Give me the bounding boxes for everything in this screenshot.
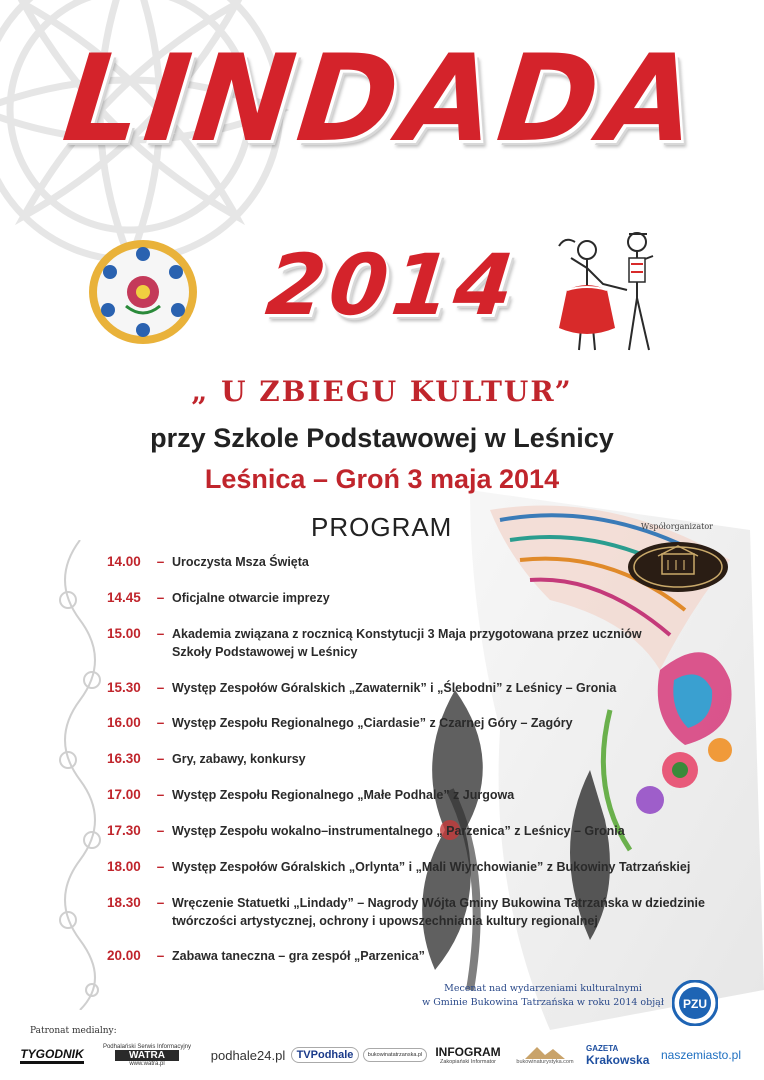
- schedule-dash: –: [156, 859, 165, 874]
- gazeta-logo-bottom: Krakowska: [586, 1052, 650, 1067]
- schedule-time: 14.00: [107, 554, 141, 569]
- schedule-time: 17.30: [107, 823, 141, 838]
- schedule-time: 14.45: [107, 590, 141, 605]
- schedule-time: 17.00: [107, 787, 141, 802]
- program-heading: PROGRAM: [311, 512, 453, 542]
- schedule-row: [107, 553, 727, 571]
- schedule-description-line: twórczości artystycznej, ochrony i upowszechniania kultury regionalnej: [172, 914, 598, 928]
- dancing-couple-illustration: [545, 228, 675, 358]
- media-patronage-label: Patronat medialny:: [30, 1026, 117, 1036]
- schedule-description-line: Wręczenie Statuetki „Lindady” – Nagrody Wójta Gminy Bukowina Tatrzańska w dziedzinie: [172, 896, 705, 910]
- schedule-time: 18.00: [107, 859, 141, 874]
- bukowinaturystyka-logo: [510, 1038, 580, 1072]
- podhale24-logo: [210, 1038, 286, 1072]
- schedule-dash: –: [156, 948, 165, 963]
- painted-plate-image: [86, 236, 200, 348]
- schedule-dash: –: [156, 590, 165, 605]
- bukowina-logo: [364, 1038, 426, 1072]
- schedule-description: [172, 894, 727, 930]
- pzu-logo-text: PZU: [683, 997, 707, 1011]
- schedule-description: Występ Zespołu Regionalnego „Ciardasie” z Czarnej Góry – Zagóry: [172, 716, 573, 730]
- watra-logo-text: WATRA: [115, 1050, 179, 1061]
- schedule-description-line: Szkoły Podstawowej w Leśnicy: [172, 645, 358, 659]
- schedule-time: 16.00: [107, 715, 141, 730]
- watra-logo: [92, 1038, 202, 1072]
- schedule-dash: –: [156, 680, 165, 695]
- tvpodhale-logo-text: TVPodhale: [291, 1047, 360, 1063]
- schedule-description: Występ Zespołu wokalno–instrumentalnego „ Parzenica” z Leśnicy – Gronia: [172, 824, 625, 838]
- poster-title: LINDADA: [57, 30, 707, 169]
- gazeta-krakowska-logo: [586, 1038, 650, 1072]
- schedule-time: 16.30: [107, 751, 141, 766]
- infogram-logo: [432, 1038, 504, 1072]
- schedule-time: 20.00: [107, 948, 141, 963]
- schedule-description: [172, 625, 727, 661]
- poster-year: 2014: [261, 236, 523, 334]
- schedule-description: Uroczysta Msza Święta: [172, 555, 309, 569]
- gazeta-logo-top: GAZETA: [586, 1043, 619, 1053]
- schedule-description: Występ Zespołów Góralskich „Orlynta” i „Mali Wiyrchowianie” z Bukowiny Tatrzańskiej: [172, 860, 691, 874]
- patron-note: [418, 982, 668, 1010]
- schedule-dash: –: [156, 751, 165, 766]
- swirl-ornament: [50, 540, 110, 1010]
- schedule-time: 18.30: [107, 895, 141, 910]
- schedule-row: [107, 822, 727, 840]
- watra-logo-url: www.watra.pl: [129, 1060, 165, 1067]
- patron-note-line: Mecenat nad wydarzeniami kulturalnymi: [444, 983, 642, 994]
- schedule-time: 15.30: [107, 680, 141, 695]
- coorganizer-label: Współorganizator: [641, 522, 713, 531]
- patron-note-line: w Gminie Bukowina Tatrzańska w roku 2014 objął: [422, 997, 664, 1008]
- schedule-description: Gry, zabawy, konkursy: [172, 752, 306, 766]
- schedule-row: [107, 679, 727, 697]
- schedule-dash: –: [156, 626, 165, 641]
- tygodnik-logo-text: TYGODNIK: [20, 1047, 83, 1064]
- watra-logo-tagline: Podhalański Serwis Informacyjny: [102, 1043, 192, 1050]
- date-line: Leśnica – Groń 3 maja 2014: [204, 464, 560, 494]
- schedule-row: [107, 947, 727, 965]
- schedule-dash: –: [156, 787, 165, 802]
- schedule-row: [107, 750, 727, 768]
- tvpodhale-logo: [292, 1038, 358, 1072]
- schedule-row: [107, 858, 727, 876]
- schedule-time: 15.00: [107, 626, 141, 641]
- infogram-logo-subtitle: Zakopiański Informator: [440, 1059, 496, 1065]
- schedule-description: Oficjalne otwarcie imprezy: [172, 591, 330, 605]
- bukowina-logo-text: bukowinatatrzanska.pl: [363, 1048, 427, 1062]
- podhale24-logo-text: podhale24.pl: [210, 1047, 286, 1063]
- schedule-dash: –: [156, 823, 165, 838]
- schedule-description-line: Akademia związana z rocznicą Konstytucji 3 Maja przygotowana przez uczniów: [172, 627, 642, 641]
- tygodnik-logo: [20, 1038, 84, 1072]
- naszemiasto-logo-text: naszemiasto.pl: [660, 1048, 742, 1062]
- naszemiasto-logo: [656, 1038, 746, 1072]
- schedule-description: Występ Zespołów Góralskich „Zawaternik” i „Ślebodni” z Leśnicy – Gronia: [172, 681, 617, 695]
- schedule-dash: –: [156, 895, 165, 910]
- venue-line: przy Szkole Podstawowej w Leśnicy: [150, 423, 614, 453]
- schedule-description: Zabawa taneczna – gra zespół „Parzenica”: [172, 949, 425, 963]
- schedule-row: [107, 625, 727, 661]
- mountain-icon: [525, 1045, 565, 1059]
- bukowinaturystyka-logo-text: bukowinaturystyka.com: [516, 1059, 574, 1065]
- sponsor-logos: [20, 1038, 750, 1072]
- festival-subtitle: „ U ZBIEGU KULTUR”: [191, 375, 573, 408]
- schedule-dash: –: [156, 715, 165, 730]
- infogram-logo-text: INFOGRAM: [435, 1045, 501, 1059]
- schedule-row: [107, 894, 727, 930]
- schedule-description: Występ Zespołu Regionalnego „Małe Podhale” z Jurgowa: [172, 788, 515, 802]
- schedule-row: [107, 714, 727, 732]
- pzu-logo: [672, 980, 718, 1026]
- schedule-row: [107, 589, 727, 607]
- schedule-dash: –: [156, 554, 165, 569]
- schedule-row: [107, 786, 727, 804]
